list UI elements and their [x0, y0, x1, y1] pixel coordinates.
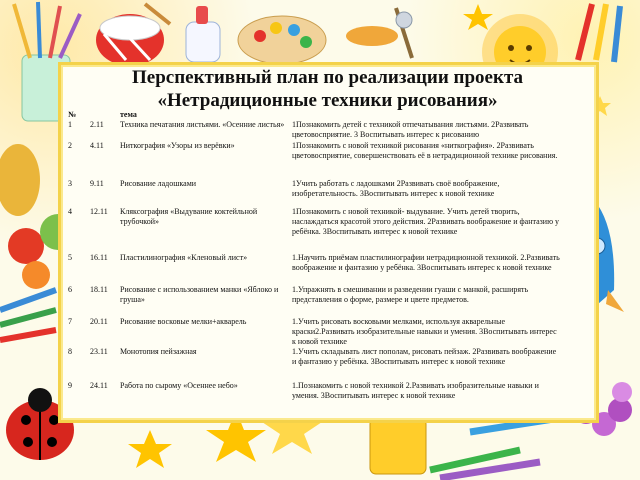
crayons-icon: [578, 4, 620, 62]
header-goal: [290, 110, 564, 120]
plan-table: [66, 110, 564, 409]
cell-date: 20.11: [90, 317, 108, 326]
cell-topic: Кляксография «Выдувание коктейльной трубочкой»: [120, 207, 258, 226]
cell-num: 5: [68, 253, 72, 262]
cell-topic: Рисование восковые мелки+акварель: [120, 317, 247, 326]
plan-table-body: [66, 120, 564, 409]
cell-goal: 1.Научить приёмам пластилинографии нетрадиционной техникой. 2.Развивать воображение и фантазию у ребёнка. 3Воспитывать интерес к новой технике: [292, 253, 560, 272]
table-row: [66, 207, 564, 253]
cell-date: 24.11: [90, 381, 108, 390]
drum-icon: [96, 4, 170, 66]
table-row: [66, 141, 564, 179]
cell-topic: Рисование ладошками: [120, 179, 197, 188]
cell-topic: Рисование с использованием манки «Яблоко и груша»: [120, 285, 279, 304]
paint-tools-icon: [346, 8, 412, 58]
table-row: [66, 347, 564, 381]
cell-topic: Монотопия пейзажная: [120, 347, 197, 356]
cell-date: 18.11: [90, 285, 108, 294]
cell-num: 2: [68, 141, 72, 150]
header-num: №: [68, 110, 77, 119]
cell-goal: 1.Упражнять в смешивании и разведении гуаши с манкой, расширять представления о форме, размере и цвете предметов.: [292, 285, 529, 304]
cell-num: 6: [68, 285, 72, 294]
cell-date: 2.11: [90, 120, 104, 129]
glue-icon: [186, 6, 220, 62]
page-title: [60, 66, 595, 112]
cell-date: 4.11: [90, 141, 104, 150]
cell-topic: Техника печатания листьями. «Осенние листья»: [120, 120, 285, 129]
cell-goal: 1Учить работать с ладошками 2Развивать своё воображение, изобретательность. 3Воспитывать интерес к новой технике: [292, 179, 500, 198]
cell-num: 1: [68, 120, 72, 129]
table-row: [66, 120, 564, 141]
table-row: [66, 285, 564, 317]
cell-topic: Пластилинография «Кленовый лист»: [120, 253, 248, 262]
cell-goal: 1.Учить складывать лист пополам, рисовать пейзаж. 2Развивать воображение и фантазию у ребёнка. 3Воспитывать интерес к новой технике: [292, 347, 557, 366]
cell-date: 12.11: [90, 207, 108, 216]
title-line-1: Перспективный план по реализации проекта: [131, 67, 524, 88]
cell-num: 7: [68, 317, 72, 326]
table-row: [66, 381, 564, 409]
cell-num: 4: [68, 207, 72, 216]
cell-date: 23.11: [90, 347, 108, 356]
cell-topic: Ниткография «Узоры из верёвки»: [120, 141, 235, 150]
cell-date: 9.11: [90, 179, 104, 188]
palette-icon: [238, 16, 326, 64]
table-header-row: [66, 110, 564, 120]
cell-topic: Работа по сырому «Осеннее небо»: [120, 381, 238, 390]
cell-num: 8: [68, 347, 72, 356]
title-line-2: «Нетрадиционные техники рисования»: [157, 90, 498, 111]
cell-goal: 1Познакомить детей с техникой отпечатывания листьями. 2Развивать цветовосприятие. 3 Воспитывать интерес к рисованию: [292, 120, 529, 139]
table-row: [66, 317, 564, 347]
crayons-bottom-icon: [430, 418, 560, 478]
table-row: [66, 179, 564, 207]
cell-goal: 1Познакомить с новой техникой рисования «ниткография». 2Развивать цветовосприятие, совершенствовать её в нетрадиционной технике рисования.: [292, 141, 558, 160]
cell-date: 16.11: [90, 253, 108, 262]
cell-num: 9: [68, 381, 72, 390]
cell-goal: 1.Учить рисовать восковыми мелками, используя акварельные краски2.Развивать изобразительные навыки и умения. 3Воспитывать интерес к новой технике: [292, 317, 557, 346]
cell-goal: 1Познакомить с новой техникой- выдувание. Учить детей творить, наслаждаться красотой этого действия. 2Развивать воображение и фантазию у ребёнка. 3Воспитывать интерес к новой технике: [292, 207, 560, 236]
cell-num: 3: [68, 179, 72, 188]
cell-goal: 1.Познакомить с новой техникой 2.Развивать изобразительные навыки и умения. 3Воспитывать интерес к новой технике: [292, 381, 539, 400]
header-date: [88, 110, 118, 120]
pencils-icon: [0, 290, 56, 340]
header-topic: тема: [120, 110, 137, 119]
table-row: [66, 253, 564, 285]
